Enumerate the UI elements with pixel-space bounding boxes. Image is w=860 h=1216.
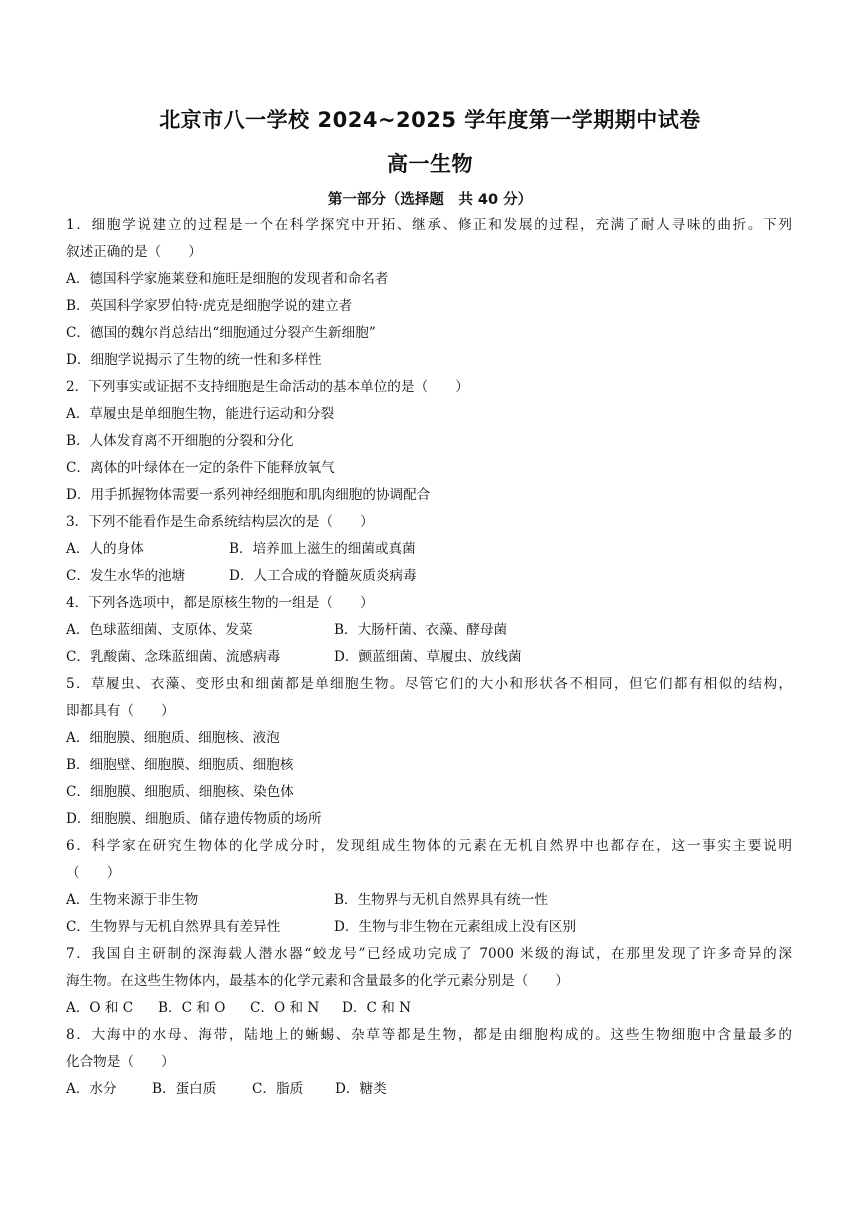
question-4-option-b: B．大肠杆菌、衣藻、酵母菌 bbox=[334, 622, 508, 638]
question-7-option-c: C．O 和 N bbox=[250, 1000, 320, 1016]
question-4-option-a: A．色球蓝细菌、支原体、发菜 bbox=[66, 622, 253, 638]
question-7-stem-line-1: 7．我国自主研制的深海载人潜水器“蛟龙号”已经成功完成了 7000 米级的海试，在那里发现了许多奇异的深 bbox=[66, 946, 792, 962]
question-2-option-c: C．离体的叶绿体在一定的条件下能释放氧气 bbox=[66, 460, 335, 476]
exam-title: 北京市八一学校 2024~2025 学年度第一学期期中试卷 bbox=[159, 108, 701, 132]
question-6-stem-line-1: 6．科学家在研究生物体的化学成分时，发现组成生物体的元素在无机自然界中也都存在，这一事实主要说明 bbox=[66, 838, 792, 854]
question-1-option-b: B．英国科学家罗伯特·虎克是细胞学说的建立者 bbox=[66, 298, 353, 314]
question-4-stem: 4．下列各选项中，都是原核生物的一组是（ ） bbox=[66, 595, 374, 611]
question-7-option-d: D．C 和 N bbox=[342, 1000, 412, 1016]
question-5-stem-line-1: 5．草履虫、衣藻、变形虫和细菌都是单细胞生物。尽管它们的大小和形状各不相同，但它们都有相似的结构， bbox=[66, 676, 792, 692]
question-8-option-a: A．水分 bbox=[66, 1081, 117, 1097]
question-8-stem-line-1: 8．大海中的水母、海带，陆地上的蜥蜴、杂草等都是生物，都是由细胞构成的。这些生物细胞中含量最多的 bbox=[66, 1027, 792, 1043]
question-1-option-a: A．德国科学家施莱登和施旺是细胞的发现者和命名者 bbox=[66, 271, 389, 287]
question-8-option-d: D．糖类 bbox=[335, 1081, 387, 1097]
question-1-option-c: C．德国的魏尔肖总结出“细胞通过分裂产生新细胞” bbox=[66, 325, 376, 341]
question-5-option-c: C．细胞膜、细胞质、细胞核、染色体 bbox=[66, 784, 294, 800]
question-3-option-a: A．人的身体 bbox=[66, 541, 144, 557]
question-6-option-c: C．生物界与无机自然界具有差异性 bbox=[66, 919, 281, 935]
question-1-stem-line-1: 1．细胞学说建立的过程是一个在科学探究中开拓、继承、修正和发展的过程，充满了耐人寻味的曲折。下列 bbox=[66, 217, 792, 233]
question-5-stem-line-2: 即都具有（ ） bbox=[66, 703, 175, 719]
question-4-option-d: D．颤蓝细菌、草履虫、放线菌 bbox=[334, 649, 522, 665]
question-5-option-a: A．细胞膜、细胞质、细胞核、液泡 bbox=[66, 730, 280, 746]
question-2-option-d: D．用手抓握物体需要一系列神经细胞和肌肉细胞的协调配合 bbox=[66, 487, 431, 503]
question-8-option-b: B．蛋白质 bbox=[152, 1081, 217, 1097]
subject-title: 高一生物 bbox=[387, 152, 473, 176]
question-5-option-d: D．细胞膜、细胞质、储存遗传物质的场所 bbox=[66, 811, 322, 827]
question-7-option-a: A．O 和 C bbox=[66, 1000, 134, 1016]
question-8-stem-line-2: 化合物是（ ） bbox=[66, 1054, 175, 1070]
question-6-option-d: D．生物与非生物在元素组成上没有区别 bbox=[334, 919, 576, 935]
question-1-stem-line-2: 叙述正确的是（ ） bbox=[66, 244, 202, 260]
question-2-option-b: B．人体发育离不开细胞的分裂和分化 bbox=[66, 433, 294, 449]
question-8-option-c: C．脂质 bbox=[252, 1081, 304, 1097]
question-5-option-b: B．细胞壁、细胞膜、细胞质、细胞核 bbox=[66, 757, 294, 773]
question-3-option-b: B．培养皿上滋生的细菌或真菌 bbox=[229, 541, 416, 557]
question-6-stem-line-2: （ ） bbox=[66, 865, 121, 881]
question-7-option-b: B．C 和 O bbox=[158, 1000, 226, 1016]
question-3-option-d: D．人工合成的脊髓灰质炎病毒 bbox=[229, 568, 417, 584]
question-2-option-a: A．草履虫是单细胞生物，能进行运动和分裂 bbox=[66, 406, 335, 422]
question-4-option-c: C．乳酸菌、念珠蓝细菌、流感病毒 bbox=[66, 649, 281, 665]
question-1-option-d: D．细胞学说揭示了生物的统一性和多样性 bbox=[66, 352, 322, 368]
question-3-stem: 3．下列不能看作是生命系统结构层次的是（ ） bbox=[66, 514, 374, 530]
question-6-option-a: A．生物来源于非生物 bbox=[66, 892, 199, 908]
question-2-stem: 2．下列事实或证据不支持细胞是生命活动的基本单位的是（ ） bbox=[66, 379, 469, 395]
question-3-option-c: C．发生水华的池塘 bbox=[66, 568, 186, 584]
section-heading: 第一部分（选择题 共 40 分） bbox=[327, 192, 533, 208]
question-6-option-b: B．生物界与无机自然界具有统一性 bbox=[334, 892, 548, 908]
question-7-stem-line-2: 海生物。在这些生物体内，最基本的化学元素和含量最多的化学元素分别是（ ） bbox=[66, 973, 569, 989]
